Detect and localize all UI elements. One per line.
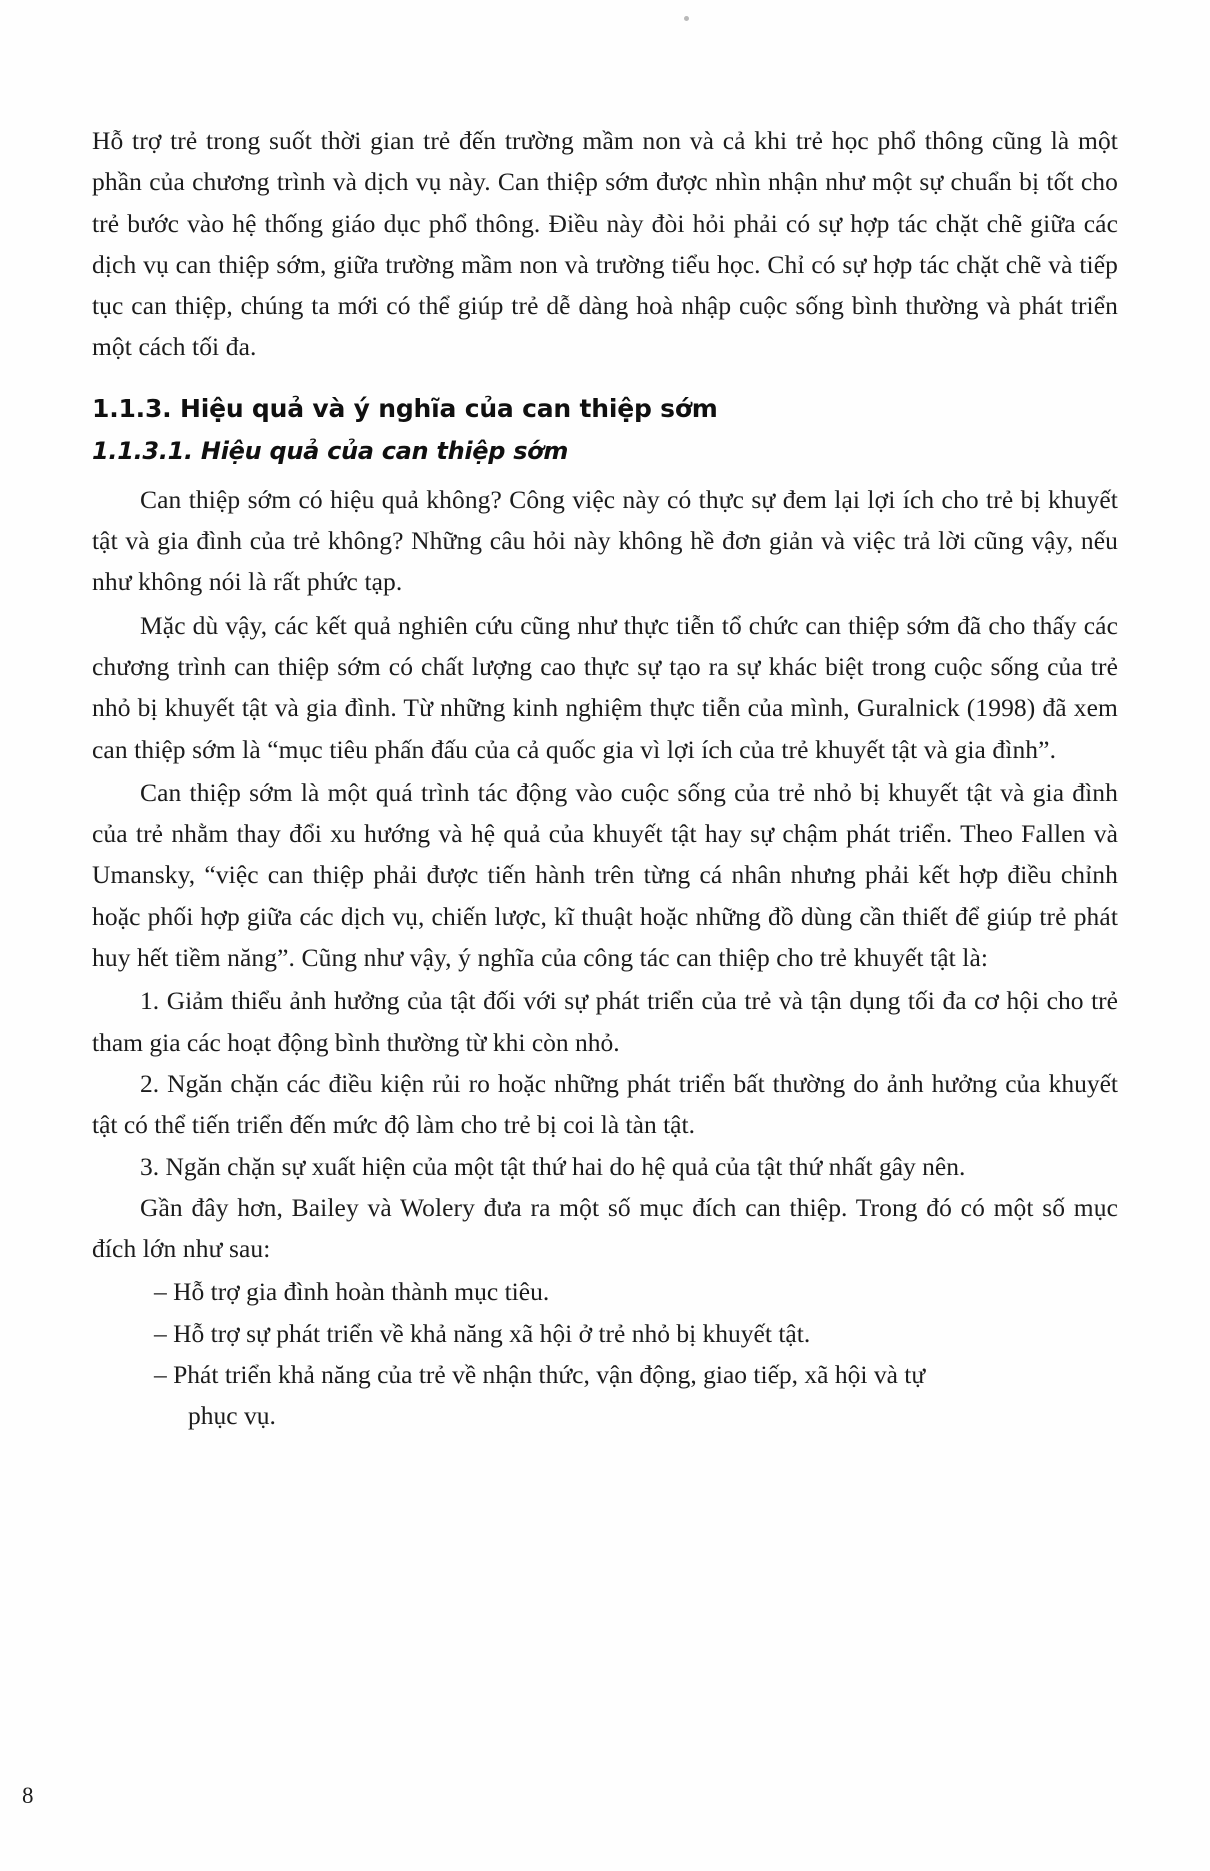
list-item: 2. Ngăn chặn các điều kiện rủi ro hoặc những phát triển bất thường do ảnh hưởng của khuyết tật có thể tiến triển đến mức độ làm cho trẻ bị coi là tàn tật. xyxy=(92,1068,1118,1140)
list-item: 1. Giảm thiểu ảnh hưởng của tật đối với sự phát triển của trẻ và tận dụng tối đa cơ hội cho trẻ tham gia các hoạt động bình thường từ khi còn nhỏ. xyxy=(92,986,1118,1057)
scan-speck xyxy=(684,16,689,21)
body-paragraph-3: Mặc dù vậy, các kết quả nghiên cứu cũng như thực tiễn tổ chức can thiệp sớm đã cho thấy các chương trình can thiệp sớm có chất lượng cao thực sự tạo ra sự khác biệt trong cuộc sống của trẻ nhỏ bị khuyết tật và gia đình. Từ những kinh nghiệm thực tiễn của mình, Guralnick (1998) đã xem can thiệp sớm là “mục tiêu phấn đấu của cả quốc gia vì lợi ích của trẻ khuyết tật và gia đình”. xyxy=(92,610,1118,764)
list-item: – Hỗ trợ sự phát triển về khả năng xã hội ở trẻ nhỏ bị khuyết tật. xyxy=(154,1318,811,1348)
list-item: 3. Ngăn chặn sự xuất hiện của một tật thứ hai do hệ quả của tật thứ nhất gây nên. xyxy=(140,1151,966,1181)
list-item-continuation: phục vụ. xyxy=(188,1401,276,1431)
subsection-heading-1-1-3-1: 1.1.3.1. Hiệu quả của can thiệp sớm xyxy=(92,436,569,465)
section-heading-1-1-3: 1.1.3. Hiệu quả và ý nghĩa của can thiệp sớm xyxy=(92,393,718,423)
page-number: 8 xyxy=(22,1783,34,1808)
body-paragraph-1: Hỗ trợ trẻ trong suốt thời gian trẻ đến trường mầm non và cả khi trẻ học phổ thông cũng là một phần của chương trình và dịch vụ này. Can thiệp sớm được nhìn nhận như một sự chuẩn bị tốt cho trẻ bước vào hệ thống giáo dục phổ thông. Điều này đòi hỏi phải có sự hợp tác chặt chẽ giữa các dịch vụ can thiệp sớm, giữa trường mầm non và trường tiểu học. Chỉ có sự hợp tác chặt chẽ và tiếp tục can thiệp, chúng ta mới có thể giúp trẻ dễ dàng hoà nhập cuộc sống bình thường và phát triển một cách tối đa. xyxy=(92,126,1118,362)
list-item: – Hỗ trợ gia đình hoàn thành mục tiêu. xyxy=(154,1277,550,1307)
body-paragraph-2: Can thiệp sớm có hiệu quả không? Công việc này có thực sự đem lại lợi ích cho trẻ bị khuyết tật và gia đình của trẻ không? Những câu hỏi này không hề đơn giản và việc trả lời cũng vậy, nếu như không nói là rất phức tạp. xyxy=(92,484,1118,597)
list-item xyxy=(92,1354,1118,1437)
body-paragraph-5: Gần đây hơn, Bailey và Wolery đưa ra một số mục đích can thiệp. Trong đó có một số mục đích lớn như sau: xyxy=(92,1192,1118,1264)
body-paragraph-4: Can thiệp sớm là một quá trình tác động vào cuộc sống của trẻ nhỏ bị khuyết tật và gia đình của trẻ nhằm thay đổi xu hướng và hệ quả của khuyết tật hay sự chậm phát triển. Theo Fallen và Umansky, “việc can thiệp phải được tiến hành trên từng cá nhân nhưng phải kết hợp điều chỉnh hoặc phối hợp giữa các dịch vụ, chiến lược, kĩ thuật hoặc những đồ dùng cần thiết để giúp trẻ phát huy hết tiềm năng”. Cũng như vậy, ý nghĩa của công tác can thiệp cho trẻ khuyết tật là: xyxy=(92,777,1118,973)
list-item-text: – Phát triển khả năng của trẻ về nhận thức, vận động, giao tiếp, xã hội và tự xyxy=(154,1360,926,1390)
